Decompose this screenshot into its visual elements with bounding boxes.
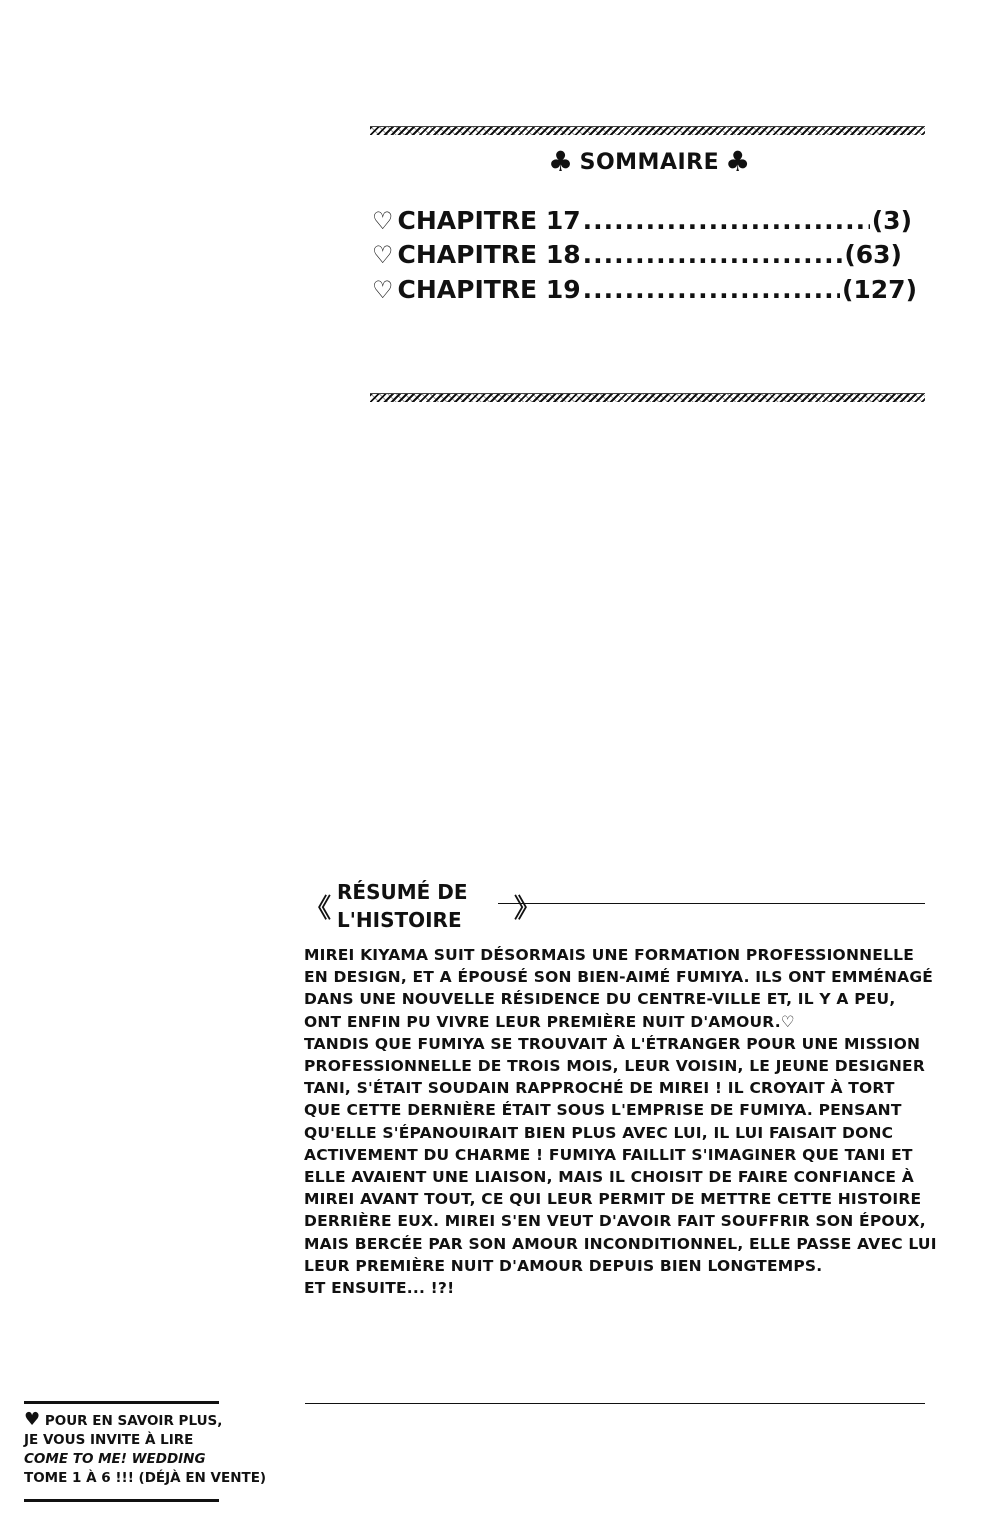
toc-entry-label: CHAPITRE 17 [397, 206, 581, 235]
note-line3: COME TO ME! WEDDING [24, 1451, 206, 1467]
resume-title [337, 878, 502, 934]
resume-divider [498, 903, 925, 904]
club-icon: ♣ [725, 145, 751, 178]
resume-title-line1: RÉSUMÉ DE [337, 880, 468, 904]
toc-entry-label: CHAPITRE 19 [397, 275, 581, 304]
toc-bottom-border [370, 393, 925, 402]
toc-leader-dots [583, 240, 843, 269]
toc-entry-chapter-17[interactable] [372, 206, 912, 235]
heart-icon: ♡ [372, 241, 394, 269]
toc-entry-chapter-19[interactable] [372, 275, 917, 304]
toc-entry-page: (3) [871, 206, 912, 235]
resume-title-line2: L'HISTOIRE [337, 908, 462, 932]
note-line2: JE VOUS INVITE À LIRE [24, 1432, 194, 1448]
toc-leader-dots [583, 275, 840, 304]
heart-icon: ♡ [372, 276, 394, 304]
toc-title: SOMMAIRE [579, 149, 720, 175]
toc-top-border [370, 126, 925, 135]
note-line1: POUR EN SAVOIR PLUS, [44, 1413, 223, 1429]
toc-entry-chapter-18[interactable] [372, 240, 902, 269]
resume-text: MIREI KIYAMA SUIT DÉSORMAIS UNE FORMATION PROFESSIONNELLE EN DESIGN, ET A ÉPOUSÉ SON BIEN-AIMÉ FUMIYA. ILS ONT EMMÉNAGÉ DANS UNE NOUVELLE RÉSIDENCE DU CENTRE-VILLE ET, IL Y A PEU, ONT ENFIN PU VIVRE LEUR PREMIÈRE NUIT D'AMOUR.♡ TANDIS QUE FUMIYA SE TROUVAIT À L'ÉTRANGER POUR UNE MISSION PROFESSIONNELLE DE TROIS MOIS, LEUR VOISIN, LE JEUNE DESIGNER TANI, S'ÉTAIT SOUDAIN RAPPROCHÉ DE MIREI ! IL CROYAIT À TORT QUE CETTE DERNIÈRE ÉTAIT SOUS L'EMPRISE DE FUMIYA. PENSANT QU'ELLE S'ÉPANOUIRAIT BIEN PLUS AVEC LUI, IL LUI FAISAIT DONC ACTIVEMENT DU CHARME ! FUMIYA FAILLIT S'IMAGINER QUE TANI ET ELLE AVAIENT UNE LIAISON, MAIS IL CHOISIT DE FAIRE CONFIANCE À MIREI AVANT TOUT, CE QUI LEUR PERMIT DE METTRE CETTE HISTOIRE DERRIÈRE EUX. MIREI S'EN VEUT D'AVOIR FAIT SOUFFRIR SON ÉPOUX, MAIS BERCÉE PAR SON AMOUR INCONDITIONNEL, ELLE PASSE AVEC LUI LEUR PREMIÈRE NUIT D'AMOUR DEPUIS BIEN LONGTEMPS. ET ENSUITE... !?! [304, 946, 937, 1298]
toc-heading [548, 145, 751, 178]
left-bracket-icon: 《 [305, 893, 332, 924]
right-bracket-icon: 》 [514, 893, 541, 924]
heart-icon: ♥ [24, 1409, 41, 1430]
resume-heading [305, 878, 540, 934]
note-line4: TOME 1 À 6 !!! (DÉJÀ EN VENTE) [24, 1470, 267, 1486]
toc-entry-page: (127) [841, 275, 917, 304]
heart-icon: ♡ [372, 207, 394, 235]
toc-entry-label: CHAPITRE 18 [397, 240, 581, 269]
club-icon: ♣ [548, 145, 574, 178]
resume-text-block [304, 944, 959, 1299]
note-text [24, 1410, 284, 1488]
toc-leader-dots [583, 206, 870, 235]
toc-entry-page: (63) [844, 240, 902, 269]
bottom-divider [305, 1403, 925, 1404]
